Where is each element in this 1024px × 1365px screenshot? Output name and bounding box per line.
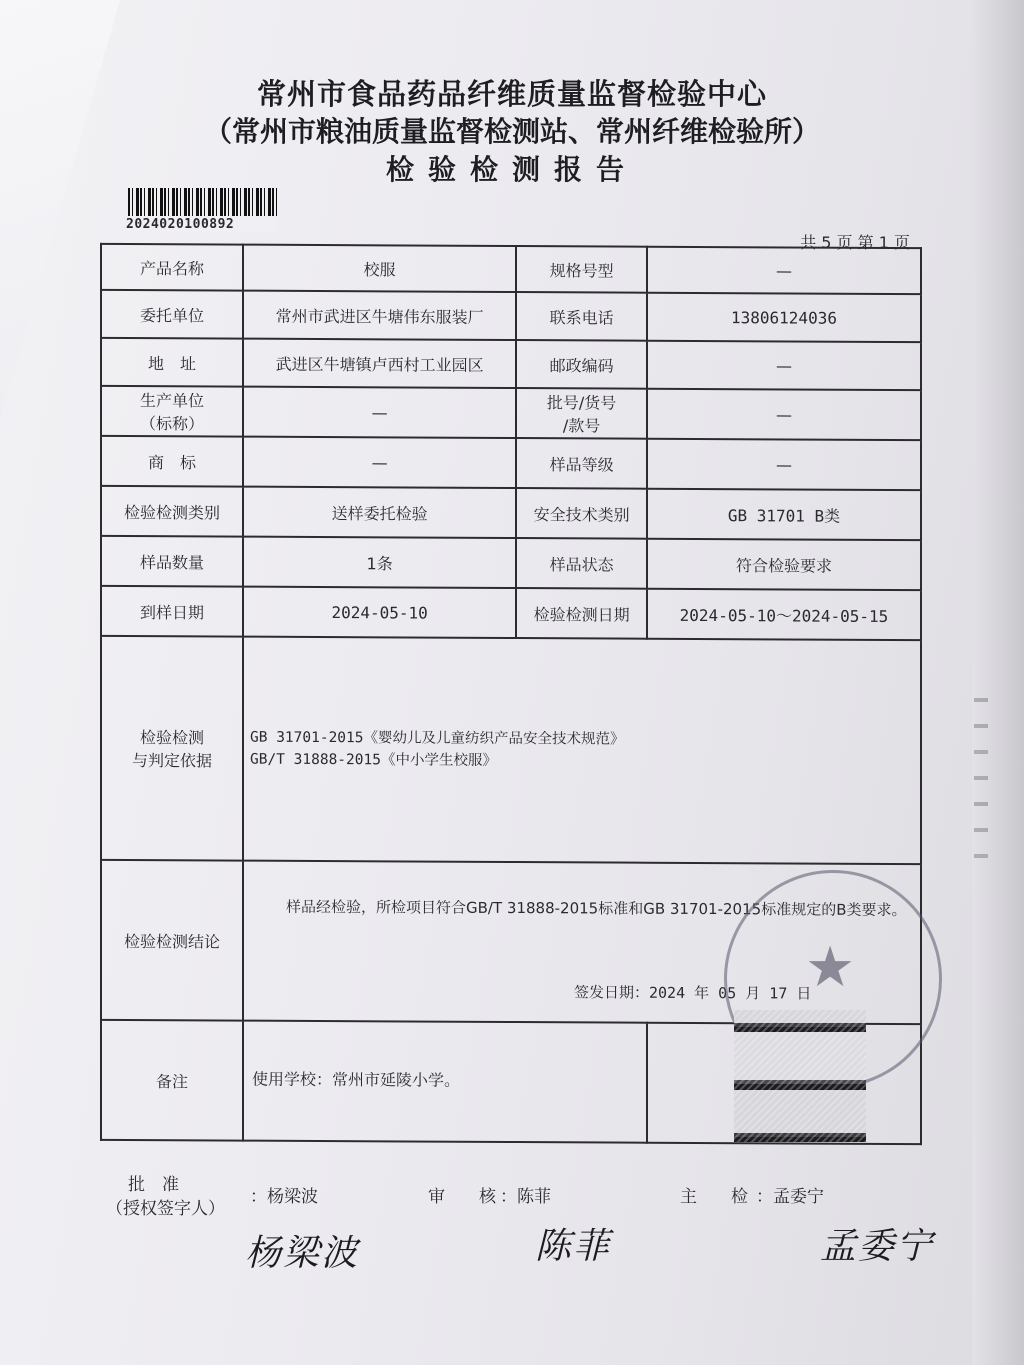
- label-manufacturer: [101, 386, 243, 437]
- table-row: [101, 290, 921, 342]
- review-name: ：陈菲: [500, 1187, 551, 1207]
- label-batch: [516, 388, 647, 439]
- review-label: 审 核: [428, 1187, 496, 1207]
- label-trademark: 商 标: [101, 436, 243, 487]
- barcode-number: 2024020100892: [126, 217, 276, 232]
- main-inspector-name: ：孟委宁: [756, 1187, 824, 1207]
- conclusion-text: 样品经检验，所检项目符合GB/T 31888-2015标准和GB 31701-2015标准规定的B类要求。: [286, 897, 907, 920]
- value-safety-category: GB 31701 B类: [647, 489, 921, 540]
- value-product-name: 校服: [243, 245, 516, 292]
- fabric-swatch: [734, 1010, 866, 1142]
- value-remark: [243, 1021, 647, 1143]
- signature-approver: 杨梁波: [245, 1233, 360, 1274]
- value-trademark: —: [243, 437, 516, 488]
- label-remark: 备注: [101, 1020, 243, 1141]
- label-postcode: 邮政编码: [516, 340, 647, 389]
- table-row: [101, 586, 921, 640]
- label-safety-category: 安全技术类别: [516, 488, 647, 539]
- value-client: 常州市武进区牛塘伟东服装厂: [243, 291, 516, 340]
- report-title-type: 检验检测报告: [385, 153, 638, 186]
- value-postcode: —: [647, 341, 921, 390]
- value-grade: —: [647, 439, 921, 490]
- seal-star-icon: ★: [805, 935, 856, 1000]
- label-spec: 规格号型: [516, 246, 647, 293]
- label-sample-state: 样品状态: [516, 538, 647, 589]
- signature-inspector: 孟委宁: [820, 1226, 935, 1267]
- label-test-category: 检验检测类别: [101, 486, 243, 537]
- label-grade: 样品等级: [516, 438, 647, 489]
- label-manufacturer-line2: （标称）: [139, 414, 204, 434]
- margin-marks: [974, 680, 988, 880]
- page-info: 共 5 页 第 1 页: [800, 233, 910, 252]
- table-row: [101, 386, 921, 440]
- value-test-category: 送样委托检验: [243, 487, 516, 538]
- report-title-sub: （常州市粮油质量监督检测站、常州纤维检验所）: [203, 115, 820, 148]
- value-arrival-date: 2024-05-10: [243, 587, 516, 638]
- value-manufacturer: —: [243, 387, 516, 438]
- approve-sublabel: （授权签字人）: [106, 1199, 225, 1219]
- label-phone: 联系电话: [516, 292, 647, 341]
- label-conclusion: 检验检测结论: [101, 860, 243, 1021]
- label-test-date: 检验检测日期: [516, 588, 647, 639]
- value-phone: 13806124036: [647, 293, 921, 342]
- label-manufacturer-line1: 生产单位: [139, 391, 204, 411]
- table-row: [101, 486, 921, 540]
- table-row: [101, 536, 921, 590]
- value-batch: —: [647, 389, 921, 440]
- sign-date: 签发日期：2024 年 05 月 17 日: [574, 983, 812, 1003]
- signature-reviewer: 陈菲: [535, 1226, 612, 1267]
- label-arrival-date: 到样日期: [101, 586, 243, 637]
- value-spec: —: [647, 247, 921, 294]
- label-basis-line1: 检验检测: [139, 728, 204, 748]
- value-basis: [243, 637, 921, 865]
- value-address: 武进区牛塘镇卢西村工业园区: [243, 339, 516, 388]
- table-row: [101, 436, 921, 490]
- basis-standard-2: GB/T 31888-2015《中小学生校服》: [250, 751, 497, 769]
- label-sample-qty: 样品数量: [101, 536, 243, 587]
- approve-name: ：杨梁波: [250, 1187, 318, 1207]
- label-basis-line2: 与判定依据: [131, 751, 212, 771]
- table-row: [101, 338, 921, 390]
- table-row: [101, 244, 921, 294]
- label-batch-line1: 批号/货号: [546, 393, 617, 413]
- table-row: [101, 636, 921, 864]
- value-sample-qty: 1条: [243, 537, 516, 588]
- label-batch-line2: /款号: [562, 416, 601, 436]
- label-client: 委托单位: [101, 290, 243, 339]
- label-basis: [101, 636, 243, 861]
- value-test-date: 2024-05-10～2024-05-15: [647, 589, 921, 640]
- basis-standard-1: GB 31701-2015《婴幼儿及儿童纺织产品安全技术规范》: [250, 729, 625, 748]
- label-address: 地 址: [101, 338, 243, 387]
- label-product-name: 产品名称: [101, 244, 243, 291]
- main-inspector-label: 主 检: [680, 1187, 748, 1207]
- value-sample-state: 符合检验要求: [647, 539, 921, 590]
- barcode-image: [128, 188, 278, 216]
- report-title-org: 常州市食品药品纤维质量监督检验中心: [256, 77, 767, 111]
- approve-label: 批 准: [128, 1175, 179, 1195]
- remark-text: 使用学校：常州市延陵小学。: [252, 1069, 461, 1090]
